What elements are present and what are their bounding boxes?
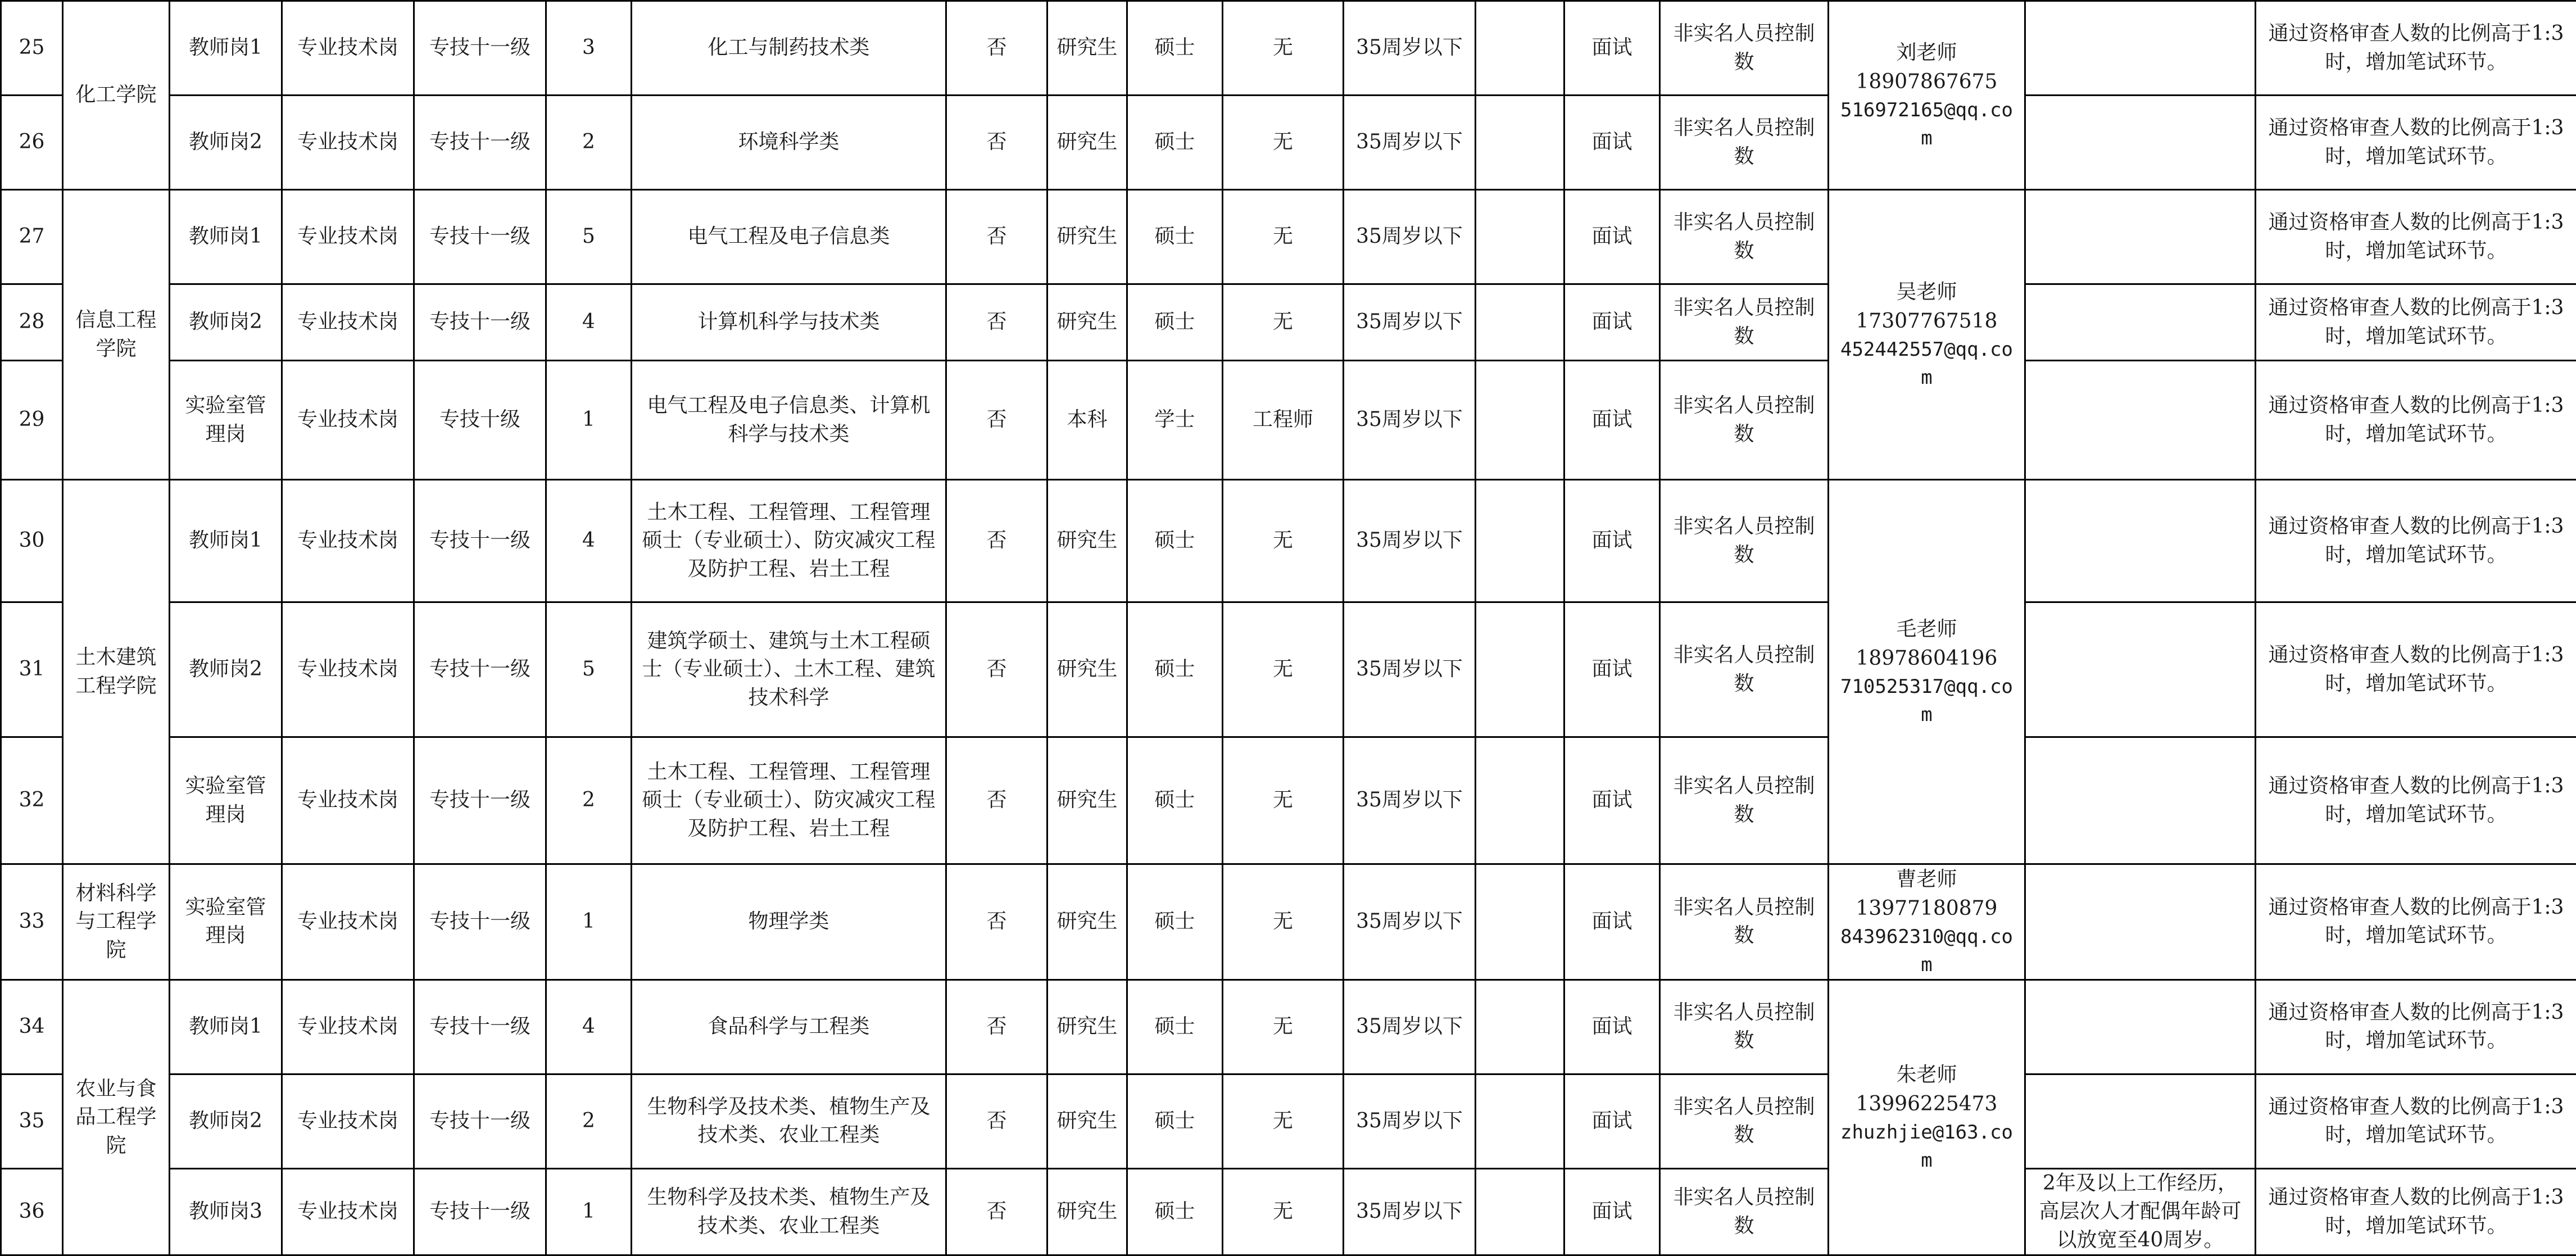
post-cell: 教师岗1 [170, 1, 282, 96]
post-cell: 教师岗1 [170, 480, 282, 602]
major-cell: 电气工程及电子信息类、计算机科学与技术类 [632, 361, 946, 480]
row-number-cell: 33 [1, 864, 63, 980]
exam-note-cell: 通过资格审查人数的比例高于1:3时，增加笔试环节。 [2256, 190, 2576, 284]
major-cell: 土木工程、工程管理、工程管理硕士（专业硕士）、防灾减灾工程及防护工程、岩土工程 [632, 480, 946, 602]
category-cell: 专业技术岗 [282, 96, 414, 190]
exam-cell: 面试 [1564, 480, 1660, 602]
major-cell: 土木工程、工程管理、工程管理硕士（专业硕士）、防灾减灾工程及防护工程、岩土工程 [632, 737, 946, 864]
title-cell: 无 [1223, 864, 1344, 980]
age-cell: 35周岁以下 [1344, 1168, 1476, 1255]
exam-cell: 面试 [1564, 737, 1660, 864]
title-cell: 无 [1223, 980, 1344, 1074]
exam-cell: 面试 [1564, 190, 1660, 284]
remark-cell [2025, 980, 2256, 1074]
age-cell: 35周岁以下 [1344, 190, 1476, 284]
contact-cell [1829, 864, 2025, 980]
education-cell: 研究生 [1047, 1, 1127, 96]
exam-cell: 面试 [1564, 980, 1660, 1074]
exam-note-cell: 通过资格审查人数的比例高于1:3时，增加笔试环节。 [2256, 864, 2576, 980]
major-cell: 生物科学及技术类、植物生产及技术类、农业工程类 [632, 1168, 946, 1255]
exam-note-cell: 通过资格审查人数的比例高于1:3时，增加笔试环节。 [2256, 96, 2576, 190]
degree-cell: 硕士 [1127, 737, 1223, 864]
education-cell: 研究生 [1047, 980, 1127, 1074]
education-cell: 本科 [1047, 361, 1127, 480]
category-cell: 专业技术岗 [282, 864, 414, 980]
contact-name: 刘老师 [1837, 38, 2016, 67]
exam-note-cell: 通过资格审查人数的比例高于1:3时，增加笔试环节。 [2256, 980, 2576, 1074]
post-cell: 教师岗1 [170, 980, 282, 1074]
post-cell: 实验室管理岗 [170, 864, 282, 980]
other-cell [1476, 1168, 1564, 1255]
table-row [1, 361, 2576, 480]
exam-note-cell: 通过资格审查人数的比例高于1:3时，增加笔试环节。 [2256, 737, 2576, 864]
remark-cell [2025, 737, 2256, 864]
post-cell: 教师岗2 [170, 1074, 282, 1168]
title-cell: 无 [1223, 284, 1344, 361]
age-cell: 35周岁以下 [1344, 361, 1476, 480]
other-cell [1476, 1074, 1564, 1168]
fulltime-cell: 否 [946, 96, 1047, 190]
contact-email: 710525317@qq.com [1837, 673, 2016, 729]
category-cell: 专业技术岗 [282, 980, 414, 1074]
quota-cell: 非实名人员控制数 [1660, 864, 1829, 980]
title-cell: 无 [1223, 1168, 1344, 1255]
department-cell: 土木建筑工程学院 [63, 480, 170, 864]
row-number-cell: 27 [1, 190, 63, 284]
age-cell: 35周岁以下 [1344, 284, 1476, 361]
quota-cell: 非实名人员控制数 [1660, 737, 1829, 864]
education-cell: 研究生 [1047, 602, 1127, 737]
category-cell: 专业技术岗 [282, 480, 414, 602]
count-cell: 1 [546, 1168, 632, 1255]
post-cell: 教师岗2 [170, 284, 282, 361]
remark-cell [2025, 190, 2256, 284]
other-cell [1476, 96, 1564, 190]
contact-email: 516972165@qq.com [1837, 97, 2016, 152]
age-cell: 35周岁以下 [1344, 480, 1476, 602]
row-number-cell: 35 [1, 1074, 63, 1168]
remark-cell [2025, 1, 2256, 96]
contact-cell [1829, 1, 2025, 190]
title-cell: 无 [1223, 602, 1344, 737]
table-row [1, 190, 2576, 284]
remark-cell [2025, 602, 2256, 737]
exam-note-cell: 通过资格审查人数的比例高于1:3时，增加笔试环节。 [2256, 1074, 2576, 1168]
major-cell: 建筑学硕士、建筑与土木工程硕士（专业硕士）、土木工程、建筑技术科学 [632, 602, 946, 737]
remark-cell [2025, 1074, 2256, 1168]
remark-cell [2025, 284, 2256, 361]
exam-cell: 面试 [1564, 1074, 1660, 1168]
quota-cell: 非实名人员控制数 [1660, 361, 1829, 480]
age-cell: 35周岁以下 [1344, 1074, 1476, 1168]
major-cell: 物理学类 [632, 864, 946, 980]
title-cell: 无 [1223, 480, 1344, 602]
contact-email: zhuzhjie@163.com [1837, 1119, 2016, 1175]
major-cell: 计算机科学与技术类 [632, 284, 946, 361]
other-cell [1476, 980, 1564, 1074]
title-cell: 无 [1223, 1074, 1344, 1168]
category-cell: 专业技术岗 [282, 1074, 414, 1168]
exam-cell: 面试 [1564, 864, 1660, 980]
level-cell: 专技十一级 [414, 284, 546, 361]
quota-cell: 非实名人员控制数 [1660, 284, 1829, 361]
count-cell: 1 [546, 864, 632, 980]
row-number-cell: 26 [1, 96, 63, 190]
count-cell: 5 [546, 602, 632, 737]
degree-cell: 硕士 [1127, 980, 1223, 1074]
contact-name: 吴老师 [1837, 278, 2016, 307]
major-cell: 化工与制药技术类 [632, 1, 946, 96]
education-cell: 研究生 [1047, 1074, 1127, 1168]
department-cell: 农业与食品工程学院 [63, 980, 170, 1255]
fulltime-cell: 否 [946, 284, 1047, 361]
level-cell: 专技十一级 [414, 1074, 546, 1168]
category-cell: 专业技术岗 [282, 737, 414, 864]
row-number-cell: 34 [1, 980, 63, 1074]
row-number-cell: 32 [1, 737, 63, 864]
degree-cell: 硕士 [1127, 1168, 1223, 1255]
other-cell [1476, 864, 1564, 980]
exam-note-cell: 通过资格审查人数的比例高于1:3时，增加笔试环节。 [2256, 1, 2576, 96]
contact-phone: 13996225473 [1837, 1090, 2016, 1119]
education-cell: 研究生 [1047, 864, 1127, 980]
remark-cell: 2年及以上工作经历，高层次人才配偶年龄可以放宽至40周岁。 [2025, 1168, 2256, 1255]
level-cell: 专技十一级 [414, 602, 546, 737]
quota-cell: 非实名人员控制数 [1660, 190, 1829, 284]
contact-name: 曹老师 [1837, 865, 2016, 894]
fulltime-cell: 否 [946, 864, 1047, 980]
fulltime-cell: 否 [946, 1168, 1047, 1255]
table-row [1, 284, 2576, 361]
level-cell: 专技十一级 [414, 737, 546, 864]
table-row [1, 737, 2576, 864]
major-cell: 环境科学类 [632, 96, 946, 190]
category-cell: 专业技术岗 [282, 361, 414, 480]
count-cell: 2 [546, 1074, 632, 1168]
quota-cell: 非实名人员控制数 [1660, 1074, 1829, 1168]
exam-cell: 面试 [1564, 1, 1660, 96]
post-cell: 教师岗1 [170, 190, 282, 284]
other-cell [1476, 361, 1564, 480]
category-cell: 专业技术岗 [282, 190, 414, 284]
title-cell: 无 [1223, 1, 1344, 96]
quota-cell: 非实名人员控制数 [1660, 602, 1829, 737]
contact-name: 毛老师 [1837, 615, 2016, 644]
contact-phone: 18978604196 [1837, 644, 2016, 673]
contact-email: 843962310@qq.com [1837, 923, 2016, 979]
fulltime-cell: 否 [946, 1, 1047, 96]
major-cell: 食品科学与工程类 [632, 980, 946, 1074]
level-cell: 专技十一级 [414, 96, 546, 190]
exam-note-cell: 通过资格审查人数的比例高于1:3时，增加笔试环节。 [2256, 361, 2576, 480]
quota-cell: 非实名人员控制数 [1660, 980, 1829, 1074]
education-cell: 研究生 [1047, 96, 1127, 190]
exam-note-cell: 通过资格审查人数的比例高于1:3时，增加笔试环节。 [2256, 480, 2576, 602]
remark-cell [2025, 480, 2256, 602]
table-row [1, 96, 2576, 190]
table-row [1, 480, 2576, 602]
row-number-cell: 36 [1, 1168, 63, 1255]
category-cell: 专业技术岗 [282, 1, 414, 96]
exam-cell: 面试 [1564, 361, 1660, 480]
contact-cell [1829, 480, 2025, 864]
contact-phone: 18907867675 [1837, 67, 2016, 97]
exam-note-cell: 通过资格审查人数的比例高于1:3时，增加笔试环节。 [2256, 284, 2576, 361]
post-cell: 教师岗2 [170, 602, 282, 737]
exam-cell: 面试 [1564, 1168, 1660, 1255]
table-row [1, 980, 2576, 1074]
fulltime-cell: 否 [946, 190, 1047, 284]
age-cell: 35周岁以下 [1344, 96, 1476, 190]
level-cell: 专技十一级 [414, 480, 546, 602]
count-cell: 5 [546, 190, 632, 284]
row-number-cell: 31 [1, 602, 63, 737]
title-cell: 无 [1223, 96, 1344, 190]
row-number-cell: 30 [1, 480, 63, 602]
level-cell: 专技十一级 [414, 1, 546, 96]
degree-cell: 硕士 [1127, 284, 1223, 361]
level-cell: 专技十一级 [414, 980, 546, 1074]
age-cell: 35周岁以下 [1344, 737, 1476, 864]
exam-cell: 面试 [1564, 284, 1660, 361]
quota-cell: 非实名人员控制数 [1660, 96, 1829, 190]
education-cell: 研究生 [1047, 284, 1127, 361]
table-row [1, 1, 2576, 96]
other-cell [1476, 1, 1564, 96]
fulltime-cell: 否 [946, 361, 1047, 480]
count-cell: 4 [546, 480, 632, 602]
count-cell: 2 [546, 96, 632, 190]
remark-cell [2025, 361, 2256, 480]
department-cell: 化工学院 [63, 1, 170, 190]
category-cell: 专业技术岗 [282, 602, 414, 737]
post-cell: 实验室管理岗 [170, 737, 282, 864]
contact-name: 朱老师 [1837, 1060, 2016, 1090]
degree-cell: 学士 [1127, 361, 1223, 480]
other-cell [1476, 284, 1564, 361]
degree-cell: 硕士 [1127, 480, 1223, 602]
education-cell: 研究生 [1047, 737, 1127, 864]
level-cell: 专技十级 [414, 361, 546, 480]
department-cell: 材料科学与工程学院 [63, 864, 170, 980]
age-cell: 35周岁以下 [1344, 1, 1476, 96]
table-row [1, 864, 2576, 980]
contact-cell [1829, 190, 2025, 480]
category-cell: 专业技术岗 [282, 284, 414, 361]
major-cell: 生物科学及技术类、植物生产及技术类、农业工程类 [632, 1074, 946, 1168]
level-cell: 专技十一级 [414, 190, 546, 284]
table-row [1, 1168, 2576, 1255]
other-cell [1476, 190, 1564, 284]
post-cell: 教师岗2 [170, 96, 282, 190]
row-number-cell: 25 [1, 1, 63, 96]
age-cell: 35周岁以下 [1344, 602, 1476, 737]
degree-cell: 硕士 [1127, 602, 1223, 737]
count-cell: 4 [546, 980, 632, 1074]
education-cell: 研究生 [1047, 190, 1127, 284]
count-cell: 2 [546, 737, 632, 864]
title-cell: 无 [1223, 737, 1344, 864]
other-cell [1476, 602, 1564, 737]
post-cell: 教师岗3 [170, 1168, 282, 1255]
fulltime-cell: 否 [946, 480, 1047, 602]
post-cell: 实验室管理岗 [170, 361, 282, 480]
contact-phone: 17307767518 [1837, 307, 2016, 336]
education-cell: 研究生 [1047, 1168, 1127, 1255]
exam-cell: 面试 [1564, 602, 1660, 737]
degree-cell: 硕士 [1127, 1074, 1223, 1168]
fulltime-cell: 否 [946, 602, 1047, 737]
title-cell: 工程师 [1223, 361, 1344, 480]
quota-cell: 非实名人员控制数 [1660, 1168, 1829, 1255]
row-number-cell: 29 [1, 361, 63, 480]
education-cell: 研究生 [1047, 480, 1127, 602]
department-cell: 信息工程学院 [63, 190, 170, 480]
exam-note-cell: 通过资格审查人数的比例高于1:3时，增加笔试环节。 [2256, 1168, 2576, 1255]
age-cell: 35周岁以下 [1344, 980, 1476, 1074]
quota-cell: 非实名人员控制数 [1660, 480, 1829, 602]
count-cell: 3 [546, 1, 632, 96]
contact-cell [1829, 980, 2025, 1255]
level-cell: 专技十一级 [414, 864, 546, 980]
age-cell: 35周岁以下 [1344, 864, 1476, 980]
remark-cell [2025, 96, 2256, 190]
count-cell: 1 [546, 361, 632, 480]
other-cell [1476, 737, 1564, 864]
degree-cell: 硕士 [1127, 96, 1223, 190]
contact-phone: 13977180879 [1837, 894, 2016, 923]
exam-note-cell: 通过资格审查人数的比例高于1:3时，增加笔试环节。 [2256, 602, 2576, 737]
row-number-cell: 28 [1, 284, 63, 361]
major-cell: 电气工程及电子信息类 [632, 190, 946, 284]
category-cell: 专业技术岗 [282, 1168, 414, 1255]
count-cell: 4 [546, 284, 632, 361]
degree-cell: 硕士 [1127, 864, 1223, 980]
fulltime-cell: 否 [946, 737, 1047, 864]
exam-cell: 面试 [1564, 96, 1660, 190]
degree-cell: 硕士 [1127, 190, 1223, 284]
fulltime-cell: 否 [946, 980, 1047, 1074]
other-cell [1476, 480, 1564, 602]
quota-cell: 非实名人员控制数 [1660, 1, 1829, 96]
level-cell: 专技十一级 [414, 1168, 546, 1255]
title-cell: 无 [1223, 190, 1344, 284]
remark-cell [2025, 864, 2256, 980]
contact-email: 452442557@qq.com [1837, 336, 2016, 392]
table-row [1, 1074, 2576, 1168]
degree-cell: 硕士 [1127, 1, 1223, 96]
fulltime-cell: 否 [946, 1074, 1047, 1168]
table-row [1, 602, 2576, 737]
